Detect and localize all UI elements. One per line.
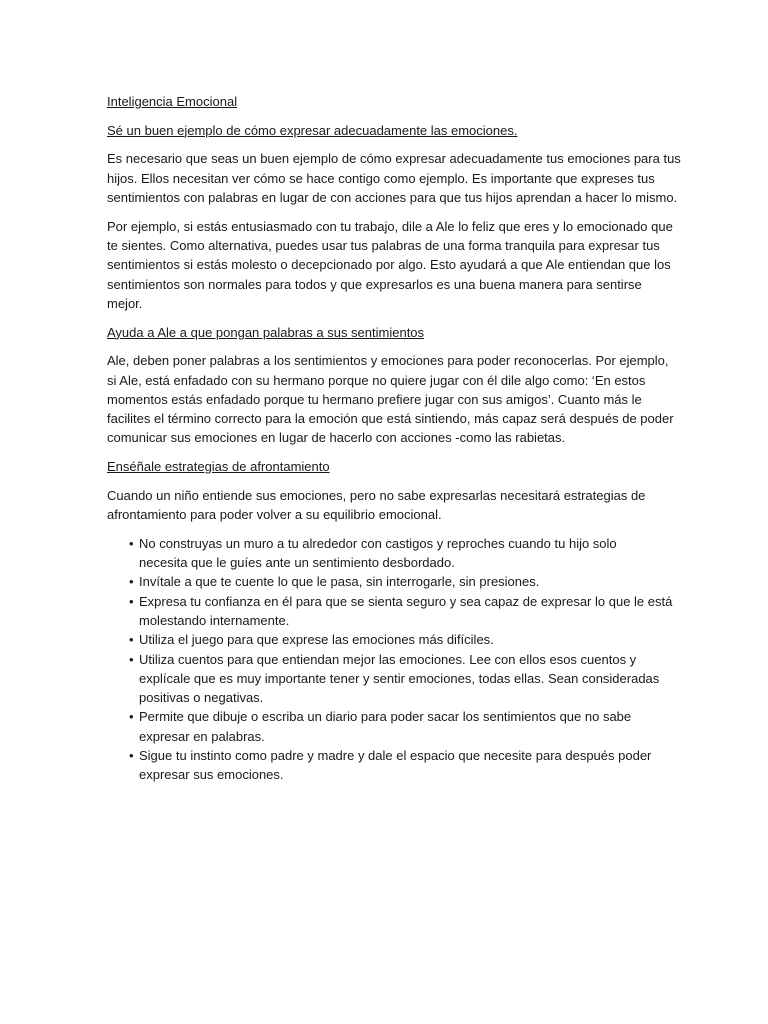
paragraph-line: sentimientos con palabras en lugar de con acciones para que tus hijos aprendan a hacer lo mismo. bbox=[107, 189, 678, 205]
paragraph bbox=[107, 351, 687, 447]
paragraph-line: Cuando un niño entiende sus emociones, pero no sabe expresarlas necesitará estrategias de bbox=[107, 487, 646, 503]
paragraph-line: sentimientos son normales para todos y que expresarlos es una buena manera para sentirse bbox=[107, 276, 642, 292]
paragraph bbox=[107, 486, 687, 525]
paragraph-line: facilites el término correcto para la emoción que está sintiendo, más capaz será después de poder bbox=[107, 411, 674, 427]
list-item-line: molestando internamente. bbox=[139, 612, 290, 628]
bullet-icon: • bbox=[129, 574, 134, 590]
list-item-line: No construyas un muro a tu alrededor con castigos y reproches cuando tu hijo solo bbox=[139, 535, 617, 551]
paragraph-line: hijos. Ellos necesitan ver cómo se hace contigo como ejemplo. Es importante que expreses tus bbox=[107, 170, 655, 186]
paragraph-line: mejor. bbox=[107, 295, 143, 311]
list-item-line: explícale que es muy importante tener y sentir emociones, todas ellas. Sean consideradas bbox=[139, 670, 660, 686]
section-heading: Ayuda a Ale a que pongan palabras a sus sentimientos bbox=[107, 324, 425, 340]
bullet-icon: • bbox=[129, 651, 134, 667]
paragraph-line: Es necesario que seas un buen ejemplo de cómo expresar adecuadamente tus emociones para tus bbox=[107, 151, 681, 167]
list-item-line: Permite que dibuje o escriba un diario para poder sacar los sentimientos que no sabe bbox=[139, 709, 632, 725]
paragraph-line: te sientes. Como alternativa, puedes usar tus palabras de una forma tranquila para expresar tus bbox=[107, 237, 660, 253]
section-heading: Enséñale estrategias de afrontamiento bbox=[107, 459, 330, 475]
paragraph bbox=[107, 217, 687, 313]
bullet-icon: • bbox=[129, 748, 134, 764]
list-item bbox=[107, 534, 687, 573]
list-item bbox=[107, 746, 687, 785]
document-title: Inteligencia Emocional bbox=[107, 94, 238, 109]
bullet-icon: • bbox=[129, 709, 134, 725]
list-item-line: positivas o negativas. bbox=[139, 690, 264, 706]
paragraph-line: afrontamiento para poder volver a su equilibrio emocional. bbox=[107, 507, 442, 523]
list-item-line: expresar sus emociones. bbox=[139, 767, 284, 783]
paragraph-line: si Ale, está enfadado con su hermano porque no quiere jugar con él dile algo como: ‘En estos bbox=[107, 372, 646, 388]
paragraph-line: comunicar sus emociones en lugar de hacerlo con acciones -como las rabietas. bbox=[107, 430, 566, 446]
list-item bbox=[107, 707, 687, 746]
paragraph-line: sentimientos si estás molesto o decepcionado por algo. Esto ayudará a que Ale entiendan que los bbox=[107, 257, 671, 273]
list-item bbox=[107, 650, 687, 708]
list-item bbox=[107, 572, 687, 591]
bullet-icon: • bbox=[129, 593, 134, 609]
section-heading: Sé un buen ejemplo de cómo expresar adecuadamente las emociones. bbox=[107, 122, 518, 138]
bullet-list bbox=[107, 534, 687, 785]
list-item bbox=[107, 592, 687, 631]
paragraph-line: Por ejemplo, si estás entusiasmado con tu trabajo, dile a Ale lo feliz que eres y lo emocionado que bbox=[107, 218, 673, 234]
paragraph-line: Ale, deben poner palabras a los sentimientos y emociones para poder reconocerlas. Por ejemplo, bbox=[107, 353, 669, 369]
paragraph-line: momentos estás enfadado porque tu hermano prefiere jugar con sus amigos’. Cuanto más le bbox=[107, 391, 642, 407]
document-page bbox=[107, 92, 687, 785]
list-item bbox=[107, 630, 687, 649]
list-item-line: Utiliza cuentos para que entiendan mejor las emociones. Lee con ellos esos cuentos y bbox=[139, 651, 637, 667]
list-item-line: Utiliza el juego para que exprese las emociones más difíciles. bbox=[139, 632, 494, 648]
bullet-icon: • bbox=[129, 632, 134, 648]
bullet-icon: • bbox=[129, 535, 134, 551]
list-item-line: necesita que le guíes ante un sentimiento desbordado. bbox=[139, 555, 455, 571]
list-item-line: Sigue tu instinto como padre y madre y dale el espacio que necesite para después poder bbox=[139, 748, 652, 764]
list-item-line: expresar en palabras. bbox=[139, 728, 265, 744]
paragraph bbox=[107, 149, 687, 207]
list-item-line: Invítale a que te cuente lo que le pasa, sin interrogarle, sin presiones. bbox=[139, 574, 540, 590]
list-item-line: Expresa tu confianza en él para que se sienta seguro y sea capaz de expresar lo que le está bbox=[139, 593, 673, 609]
